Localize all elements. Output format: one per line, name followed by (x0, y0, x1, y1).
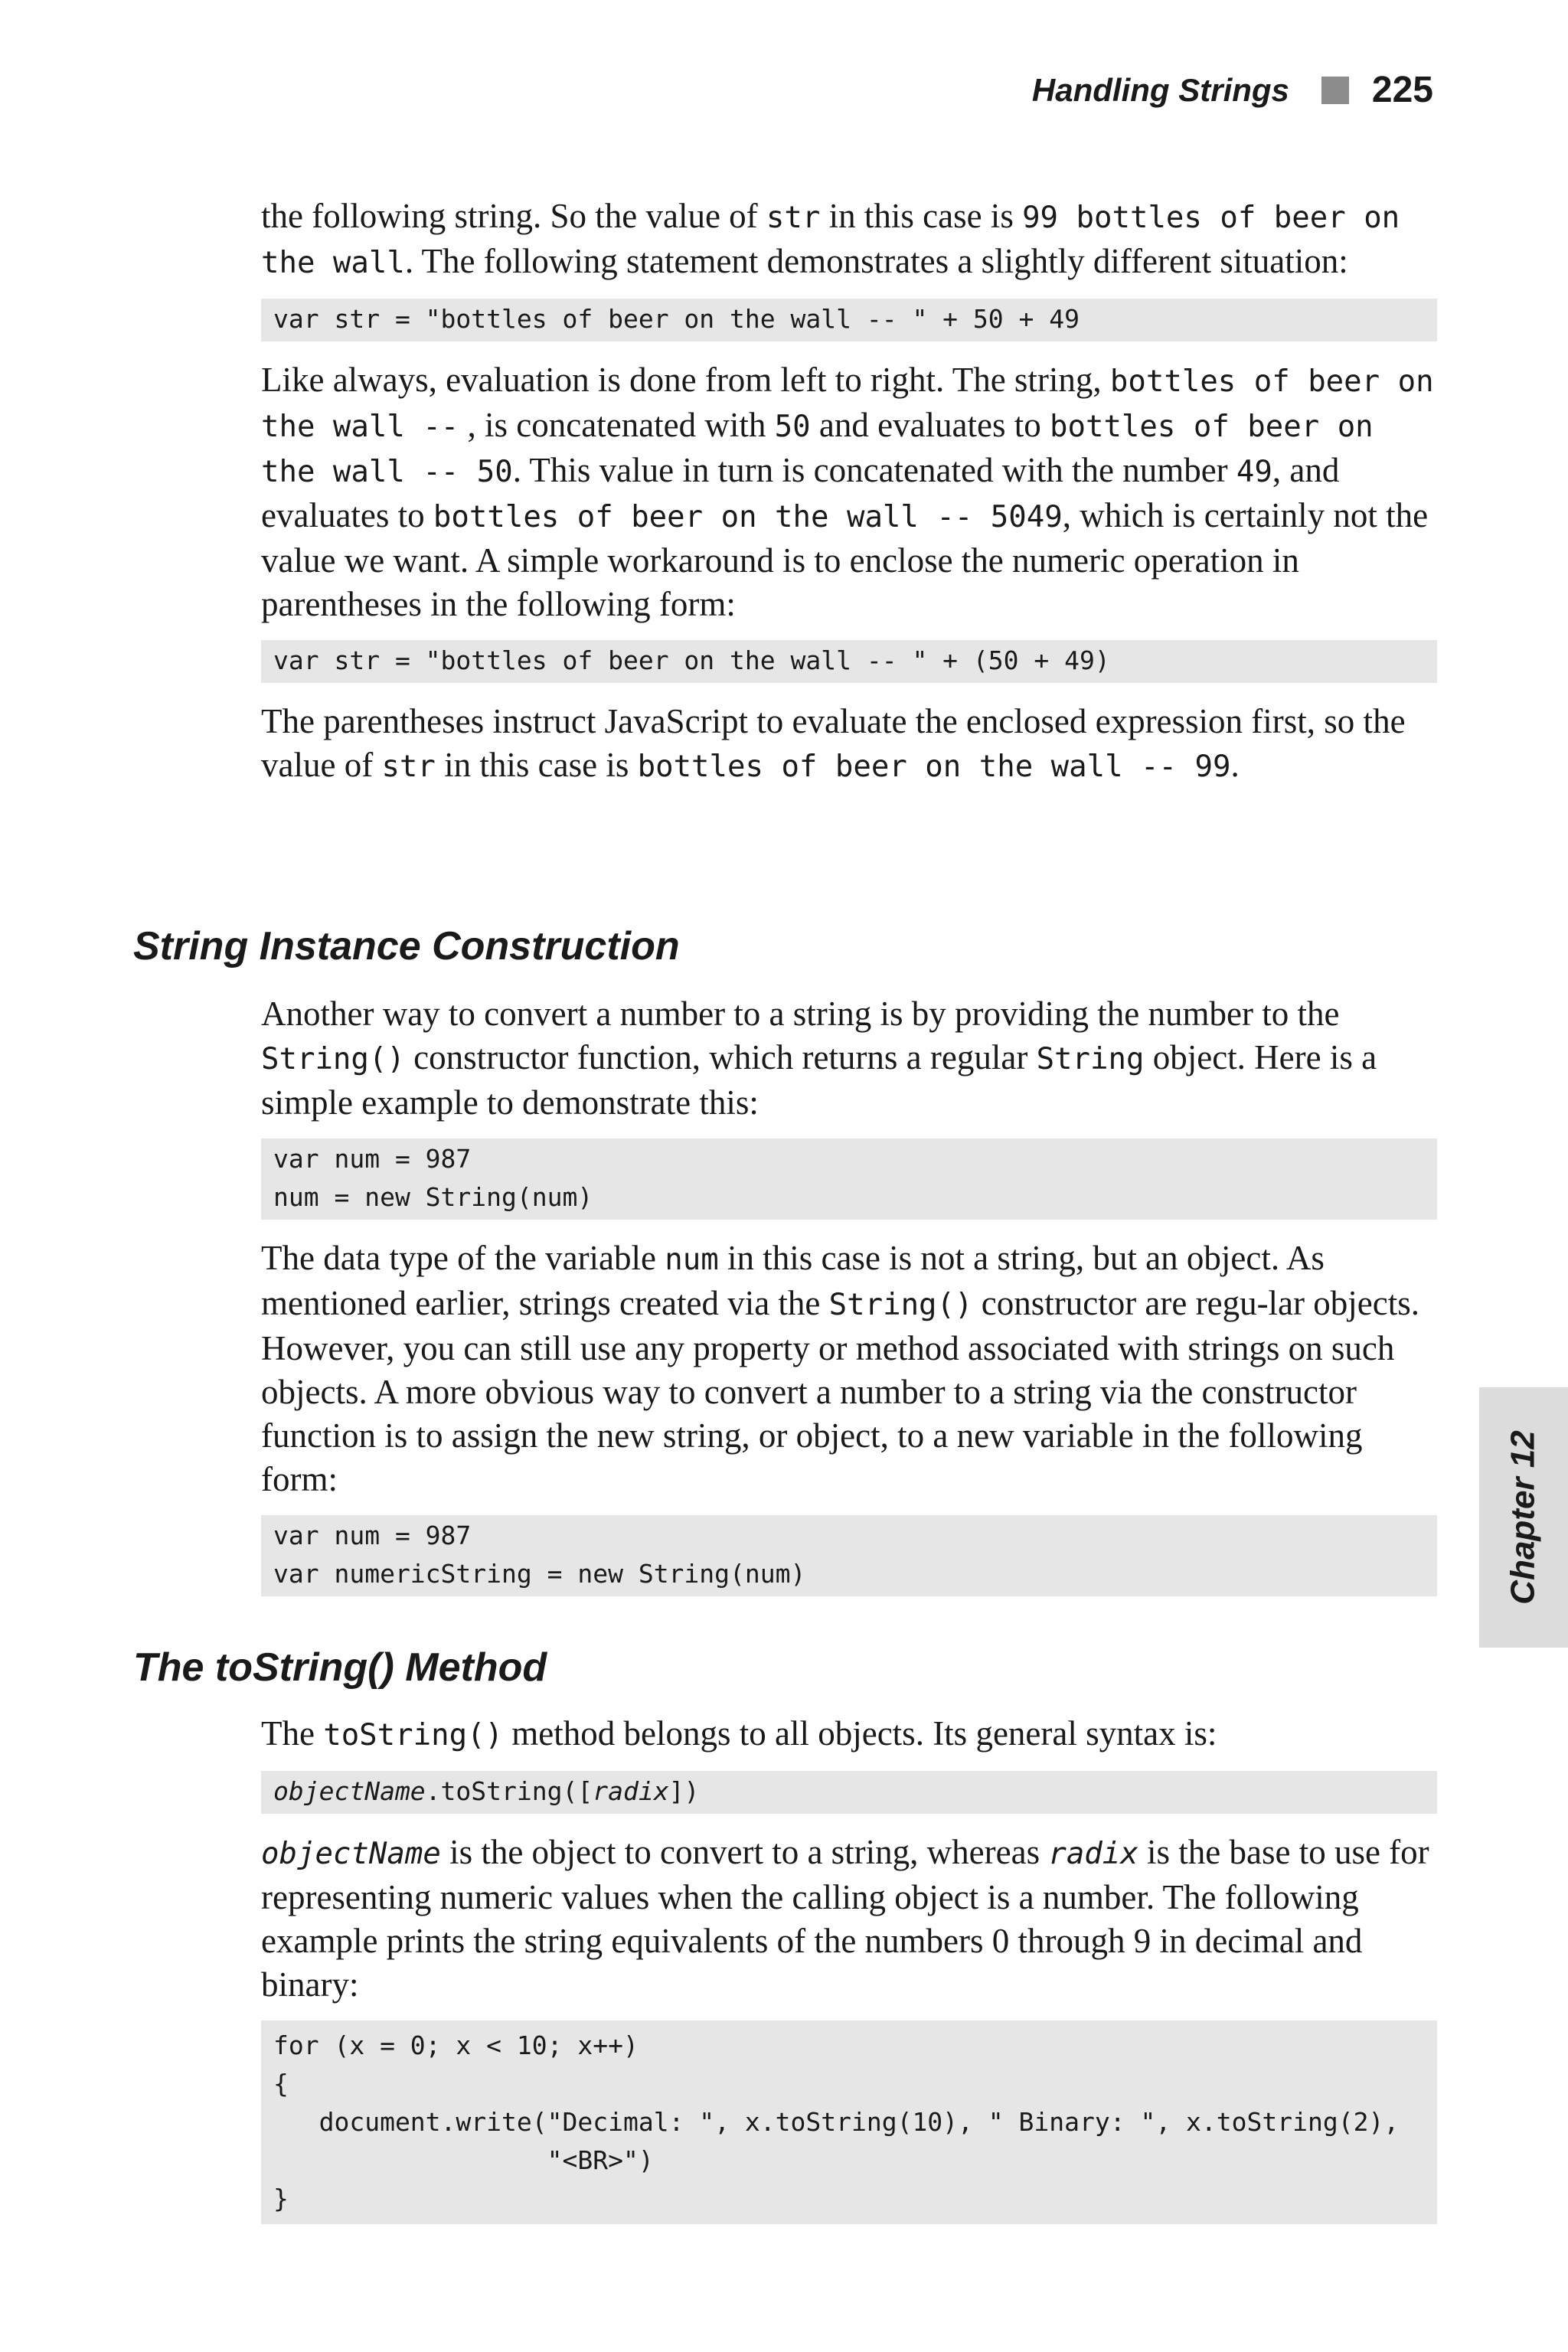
inline-code: 49 (1236, 455, 1272, 489)
text-run: is the base to use for representing numeric values when the calling object is a number. The following example prints the string equivalents of the numbers 0 through 9 in decimal and binary: (261, 1833, 1429, 2004)
text-run: . This value in turn is concatenated with the number (512, 451, 1236, 489)
text-run: in this case is not a string, but an object. As mentioned earlier, strings created via the (261, 1239, 1325, 1322)
header-square-ornament (1321, 77, 1349, 104)
inline-code: bottles of beer on the wall -- (261, 364, 1434, 444)
syntax-object-name: objectName (273, 1776, 426, 1806)
section-1-column (261, 992, 1437, 1613)
syntax-end: ]) (668, 1776, 700, 1806)
text-run: in this case is (435, 746, 638, 784)
section-2-column (261, 1712, 1437, 2241)
running-header-title: Handling Strings (1031, 71, 1289, 108)
text-run: object. Here is a simple example to demonstrate this: (261, 1038, 1377, 1122)
inline-code: objectName (261, 1837, 441, 1871)
code-block: var num = 987 var numericString = new String(num) (261, 1515, 1437, 1596)
code-block: var num = 987 num = new String(num) (261, 1138, 1437, 1220)
text-run: in this case is (820, 197, 1023, 235)
inline-code: String() (828, 1288, 973, 1322)
chapter-tab (1479, 1387, 1568, 1648)
text-run: Another way to convert a number to a string is by providing the number to the (261, 995, 1340, 1033)
section-heading: The toString() Method (133, 1645, 547, 1690)
inline-code: num (665, 1243, 719, 1277)
text-run: , is concatenated with (459, 406, 775, 444)
top-text-column (261, 194, 1437, 789)
text-run: is the object to convert to a string, whereas (440, 1833, 1049, 1871)
text-run: and evaluates to (810, 406, 1050, 444)
text-run: , and evaluates to (261, 451, 1340, 534)
text-run: The (261, 1714, 324, 1753)
inline-code: 50 (774, 410, 811, 444)
text-run: The parentheses instruct JavaScript to evaluate the enclosed expression first, so the value of (261, 702, 1406, 784)
inline-code: String (1036, 1042, 1145, 1076)
inline-code: toString() (323, 1718, 504, 1753)
paragraph (261, 1831, 1437, 2007)
running-header (1032, 69, 1433, 111)
chapter-tab-label: Chapter 12 (1504, 1430, 1543, 1605)
code-block: var str = "bottles of beer on the wall -- " + 50 + 49 (261, 299, 1437, 341)
inline-code: 99 bottles of beer on the wall (261, 201, 1400, 280)
syntax-radix: radix (593, 1776, 669, 1806)
text-run: Like always, evaluation is done from left to right. The string, (261, 361, 1110, 399)
text-run: . The following statement demonstrates a slightly different situation: (404, 242, 1348, 280)
inline-code: bottles of beer on the wall -- 99 (637, 750, 1231, 784)
paragraph (261, 700, 1437, 789)
text-run: . (1230, 746, 1240, 784)
text-run: method belongs to all objects. Its general syntax is: (503, 1714, 1217, 1753)
paragraph (261, 358, 1437, 626)
text-run: , which is certainly not the value we want. A simple workaround is to enclose the numeric operation in parentheses in the following form: (261, 496, 1429, 623)
paragraph (261, 194, 1437, 285)
syntax-block (261, 1771, 1437, 1814)
inline-code: bottles of beer on the wall -- 5049 (433, 500, 1063, 534)
code-block: for (x = 0; x < 10; x++) { document.write("Decimal: ", x.toString(10), " Binary: ", x.toString(2), "<BR>") } (261, 2020, 1437, 2224)
text-run: constructor function, which returns a regular (404, 1038, 1037, 1076)
text-run: The data type of the variable (261, 1239, 665, 1277)
page-number: 225 (1371, 70, 1433, 110)
text-run: constructor are regu-lar objects. However, you can still use any property or method associated with strings on such objects. A more obvious way to convert a number to a string via the constructor function is to assign the new string, or object, to a new variable in the following form: (261, 1284, 1419, 1498)
syntax-method: .toString([ (425, 1776, 593, 1806)
section-heading: String Instance Construction (133, 924, 680, 969)
code-block: var str = "bottles of beer on the wall -- " + (50 + 49) (261, 640, 1437, 683)
inline-code: radix (1048, 1837, 1138, 1871)
inline-code: bottles of beer on the wall -- 50 (261, 410, 1374, 489)
paragraph (261, 992, 1437, 1125)
paragraph (261, 1236, 1437, 1501)
inline-code: str (766, 201, 821, 235)
inline-code: str (381, 750, 436, 784)
text-run: the following string. So the value of (261, 197, 766, 235)
inline-code: String() (261, 1042, 405, 1076)
paragraph (261, 1712, 1437, 1757)
